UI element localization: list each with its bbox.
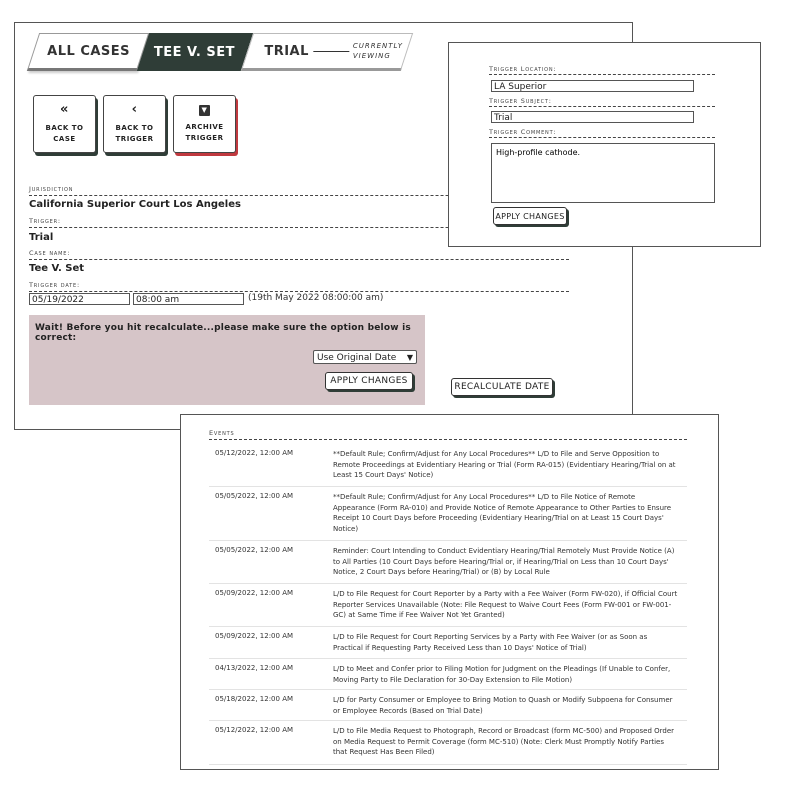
- trigger-comment-label: Trigger Comment:: [489, 128, 557, 136]
- trigger-label: Trigger:: [29, 217, 61, 225]
- event-description: L/D to File Request for Court Reporter by a Party with a Fee Waiver (Form FW-020), if Official Court Reporter Services Unavailable (Note: File Request to Waive Court Fees (Form FW-001 or FW-001-GC) at Same Time if Fee Waiver Not Yet Granted): [333, 590, 678, 619]
- chevron-down-icon: ▼: [406, 353, 413, 362]
- recalculate-option-value: Use Original Date: [317, 353, 397, 363]
- trigger-date-label: Trigger date:: [29, 281, 80, 289]
- trigger-subject-input[interactable]: Trial: [491, 111, 694, 123]
- recalculate-option-select[interactable]: [313, 350, 417, 364]
- trigger-time-input[interactable]: 08:00 am: [133, 293, 244, 305]
- event-row: [209, 443, 687, 487]
- trigger-subject-label: Trigger Subject:: [489, 97, 552, 105]
- trigger-value: Trial: [29, 232, 54, 243]
- tab-all-cases-label: ALL CASES: [46, 43, 130, 59]
- event-description: Reminder: Court Intending to Conduct Evidentiary Hearing/Trial Remotely Must Provide Notice (A) to All Parties (10 Court Days before Hearing/Trial or, if Hearing/Trial on Less than 10 Court Days' Notice, 2 Court Days before Hearing/Trial) or (B) by Local Rule: [333, 547, 675, 576]
- event-description: L/D to File Request for Court Reporting Services by a Party with Fee Waiver (or as Soon as Practical if Requesting Party Received Less than 10 Days' Notice of Trial): [333, 633, 648, 652]
- event-description: L/D to File Media Request to Photograph, Record or Broadcast (form MC-500) and Proposed Order on Media Request to Permit Coverage (form MC-510) (Note: Clerk Must Promptly Notify Parties that Request Has Been Filed): [333, 727, 675, 756]
- event-row: [209, 626, 687, 659]
- trigger-apply-changes-button[interactable]: APPLY CHANGES: [493, 207, 567, 225]
- jurisdiction-label: Jurisdiction: [29, 185, 74, 193]
- tab-all-cases[interactable]: [27, 33, 149, 71]
- event-date: 05/09/2022, 12:00 AM: [215, 632, 294, 640]
- tab-trial-label: TRIAL: [264, 43, 309, 59]
- events-panel: [180, 414, 719, 770]
- divider: [489, 137, 715, 138]
- event-description: L/D to Meet and Confer prior to Filing Motion for Judgment on the Pleadings (If Unable to Confer, Moving Party to File Declaration for 30-Day Extension to File Motion): [333, 665, 671, 684]
- back-to-case-button[interactable]: « BACK TO CASE: [33, 95, 96, 153]
- case-name-label: Case name:: [29, 249, 71, 257]
- tab-tee-v-set[interactable]: [137, 33, 253, 71]
- trigger-location-input[interactable]: LA Superior: [491, 80, 694, 92]
- trigger-details-panel: [448, 42, 761, 247]
- event-row: [209, 689, 687, 721]
- double-chevron-left-icon: «: [60, 102, 69, 117]
- tab-tee-v-set-label: TEE V. SET: [154, 44, 236, 60]
- divider: [489, 74, 715, 75]
- tab-divider-line: [313, 51, 349, 52]
- event-row: [209, 583, 687, 627]
- divider: [29, 259, 569, 260]
- recalculate-warning-box: [29, 315, 425, 405]
- divider: [209, 439, 687, 440]
- trigger-comment-textarea[interactable]: [491, 143, 715, 203]
- trigger-date-readable: (19th May 2022 08:00:00 am): [248, 293, 384, 303]
- events-title: Events: [209, 429, 235, 437]
- event-date: 05/18/2022, 12:00 AM: [215, 695, 294, 703]
- trigger-date-input[interactable]: 05/19/2022: [29, 293, 130, 305]
- event-description: L/D for Party Consumer or Employee to Bring Motion to Quash or Modify Subpoena for Consumer or Employee Records (Based on Trial Date): [333, 696, 673, 715]
- tab-trial[interactable]: [241, 33, 413, 71]
- recalculate-date-button[interactable]: RECALCULATE DATE: [451, 378, 553, 396]
- case-name-value: Tee V. Set: [29, 263, 85, 274]
- archive-trigger-button[interactable]: ▼ ARCHIVE TRIGGER: [173, 95, 236, 153]
- chevron-left-icon: ‹: [131, 102, 138, 117]
- event-description: **Default Rule; Confirm/Adjust for Any Local Procedures** L/D to File and Serve Opposition to Remote Proceedings at Evidentiary Hearing or Trial (Form RA-015) (Evidentiary Hearing/Trial on at Least 15 Court Days' Notice): [333, 450, 676, 479]
- jurisdiction-value: California Superior Court Los Angeles: [29, 199, 241, 210]
- event-description: **Default Rule; Confirm/Adjust for Any Local Procedures** L/D to File Notice of Remote Appearance (Form RA-010) and Provide Notice of Remote Appearance to Other Parties to Ensure Receipt 10 Court Days before Proceeding (Evidentiary Hearing/Trial on at Least 15 Court Days' Notice): [333, 493, 672, 533]
- apply-changes-button[interactable]: APPLY CHANGES: [325, 372, 413, 390]
- currently-viewing-label: CURRENTLY VIEWING: [352, 42, 404, 60]
- event-row: [209, 658, 687, 690]
- event-date: 05/05/2022, 12:00 AM: [215, 492, 294, 500]
- event-row: [209, 720, 687, 765]
- warning-message: Wait! Before you hit recalculate...please make sure the option below is correct:: [35, 323, 411, 343]
- event-date: 05/12/2022, 12:00 AM: [215, 726, 294, 734]
- divider: [489, 106, 715, 107]
- back-to-trigger-button[interactable]: ‹ BACK TO TRIGGER: [103, 95, 166, 153]
- event-date: 05/12/2022, 12:00 AM: [215, 449, 294, 457]
- event-date: 05/05/2022, 12:00 AM: [215, 546, 294, 554]
- event-row: [209, 540, 687, 584]
- event-date: 04/13/2022, 12:00 AM: [215, 664, 294, 672]
- divider: [29, 291, 569, 292]
- event-row: [209, 486, 687, 541]
- archive-icon: ▼: [199, 105, 210, 116]
- trigger-location-label: Trigger Location:: [489, 65, 557, 73]
- event-date: 05/09/2022, 12:00 AM: [215, 589, 294, 597]
